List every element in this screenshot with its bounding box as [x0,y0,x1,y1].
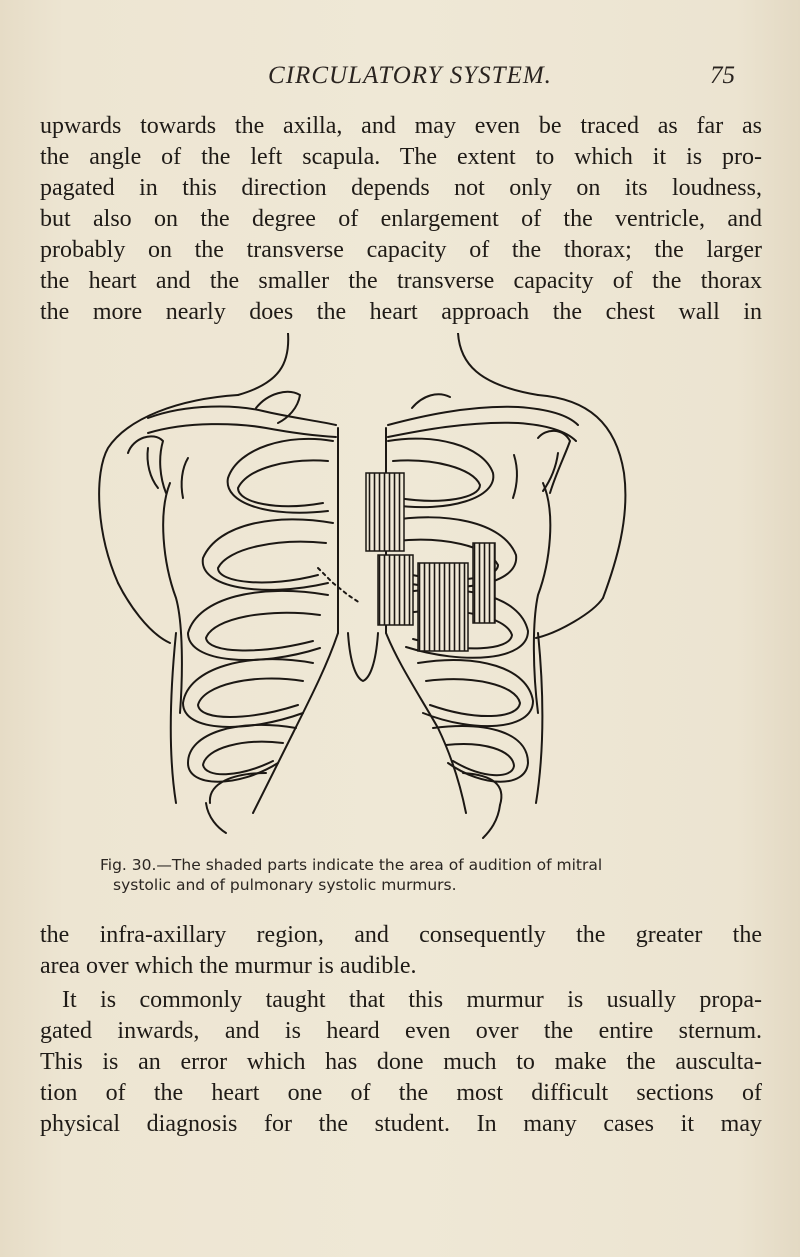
mitral-area-upper [378,555,413,625]
text-line: tion of the heart one of the most difficult sections of [40,1080,762,1106]
mitral-area-apex [473,543,495,623]
paragraph-top [40,111,762,328]
pulmonary-area [366,473,404,551]
right-shoulder-outline [538,395,625,598]
text-line: pagated in this direction depends not only on its loudness, [40,175,762,201]
text-line: gated inwards, and is heard even over the entire sternum. [40,1018,762,1044]
page-number: 75 [710,62,735,89]
paragraph-bottom [40,985,762,1140]
left-clavicle [148,407,336,425]
text-line: area over which the murmur is audible. [40,953,417,979]
caption-line: systolic and of pulmonary systolic murmurs. [113,876,457,894]
text-line: the angle of the left scapula. The extent to which it is pro- [40,144,762,170]
caption-line: Fig. 30.—The shaded parts indicate the area of audition of mitral [100,856,603,874]
text-line: upwards towards the axilla, and may even be traced as far as [40,113,762,139]
neck-left-line [238,333,288,395]
text-line: the more nearly does the heart approach the chest wall in [40,299,762,325]
thorax-ribcage-illustration [88,333,638,845]
text-line: the heart and the smaller the transverse capacity of the thorax [40,268,762,294]
neck-right-line [458,333,538,395]
text-line: It is commonly taught that this murmur is usually propa- [62,987,762,1013]
mitral-area-lower [418,563,468,651]
figure-caption [100,855,710,895]
paragraph-middle [40,920,762,982]
text-line: the infra-axillary region, and consequently the greater the [40,922,762,948]
running-title: CIRCULATORY SYSTEM. [268,62,552,89]
shaded-auscultation-areas [366,473,495,651]
text-line: probably on the transverse capacity of the thorax; the larger [40,237,762,263]
text-line: This is an error which has done much to make the ausculta- [40,1049,762,1075]
text-line: physical diagnosis for the student. In many cases it may [40,1111,762,1137]
text-line: but also on the degree of enlargement of the ventricle, and [40,206,762,232]
right-clavicle [388,407,578,425]
